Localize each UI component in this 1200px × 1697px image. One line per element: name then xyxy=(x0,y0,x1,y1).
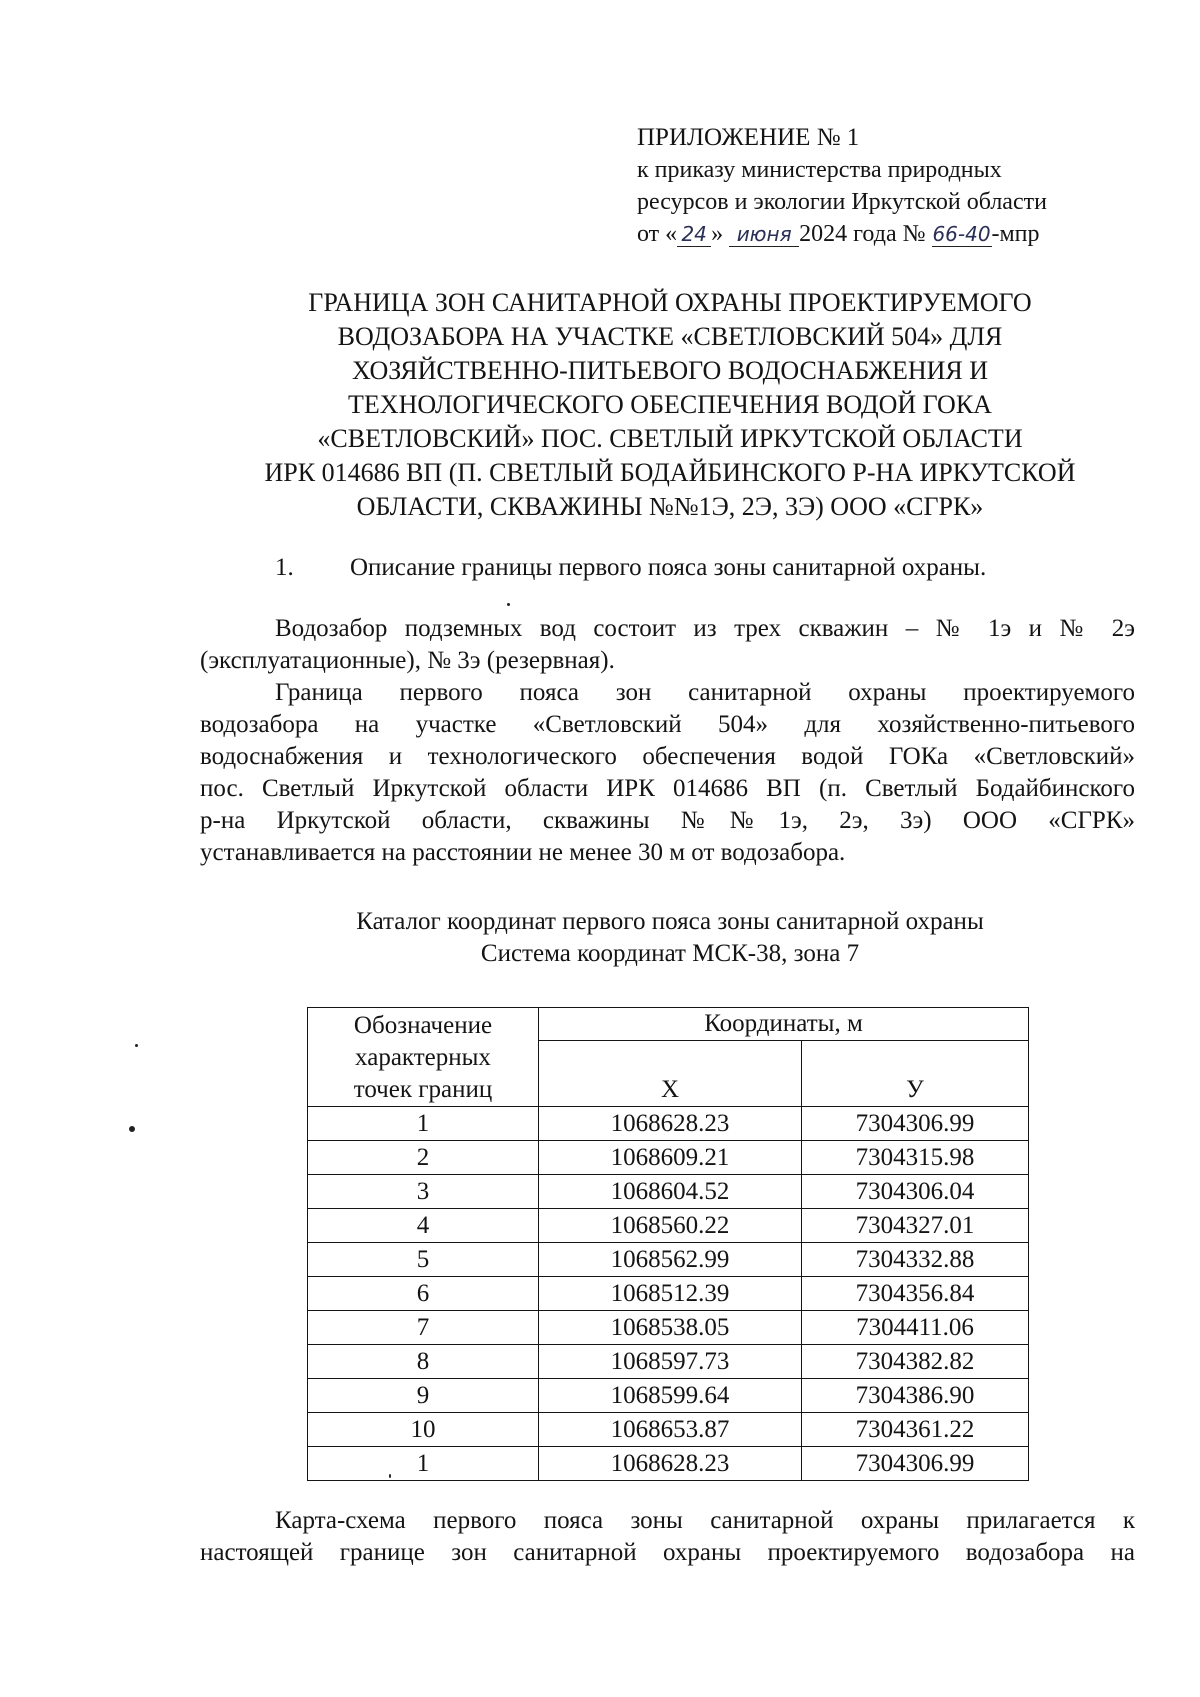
date-prefix: от « xyxy=(637,221,678,247)
table-row xyxy=(308,1277,1029,1311)
coord-x: 1068628.23 xyxy=(539,1107,802,1141)
appendix-ministry-line: ресурсов и экологии Иркутской области xyxy=(637,189,1047,215)
header-coordinates: Координаты, м xyxy=(539,1008,1029,1041)
appendix-date-line xyxy=(637,218,1157,250)
paragraph-line: настоящей границе зон санитарной охраны проектируемого водозабора на xyxy=(200,1539,1135,1566)
section-number: 1. xyxy=(275,554,294,581)
table-row xyxy=(308,1447,1029,1481)
coord-x: 1068628.23 xyxy=(539,1447,802,1481)
coord-y: 7304306.99 xyxy=(802,1447,1029,1481)
table-row xyxy=(308,1243,1029,1277)
coord-x: 1068599.64 xyxy=(539,1379,802,1413)
point-number: 10 xyxy=(308,1413,539,1447)
date-mid: » xyxy=(711,221,724,247)
coord-x: 1068538.05 xyxy=(539,1311,802,1345)
section-title: Описание границы первого пояса зоны санитарной охраны. xyxy=(350,554,987,581)
title-line: ВОДОЗАБОРА НА УЧАСТКЕ «СВЕТЛОВСКИЙ 504» ДЛЯ xyxy=(337,322,1003,351)
point-number: 1 xyxy=(308,1447,539,1481)
table-row xyxy=(308,1345,1029,1379)
handwritten-month: июня xyxy=(729,222,799,247)
coordinates-table xyxy=(307,1007,1029,1481)
point-number: 3 xyxy=(308,1175,539,1209)
header-designation-line: точек границ xyxy=(353,1076,493,1103)
paragraph-line: р-на Иркутской области, скважины №№1э, 2э, 3э) ООО «СГРК» xyxy=(200,807,1135,834)
point-number: 9 xyxy=(308,1379,539,1413)
header-y: У xyxy=(802,1040,1029,1106)
table-row xyxy=(308,1107,1029,1141)
table-row xyxy=(308,1209,1029,1243)
coord-x: 1068562.99 xyxy=(539,1243,802,1277)
document-title xyxy=(210,286,1130,524)
header-x: Х xyxy=(539,1040,802,1106)
table-caption xyxy=(220,906,1120,970)
header-designation xyxy=(308,1008,539,1107)
header-designation-line: характерных xyxy=(355,1044,491,1071)
point-number: 8 xyxy=(308,1345,539,1379)
point-number: 4 xyxy=(308,1209,539,1243)
paragraph-line: Карта-схема первого пояса зоны санитарной охраны прилагается к xyxy=(275,1507,1135,1534)
table-row xyxy=(308,1175,1029,1209)
coord-x: 1068560.22 xyxy=(539,1209,802,1243)
paragraph-line: Водозабор подземных вод состоит из трех скважин – № 1э и № 2э xyxy=(275,615,1135,642)
paragraph-wells xyxy=(200,613,1135,677)
order-number-suffix: -мпр xyxy=(991,221,1040,247)
coord-x: 1068609.21 xyxy=(539,1141,802,1175)
point-number: 7 xyxy=(308,1311,539,1345)
handwritten-order-number: 66-40 xyxy=(932,222,991,246)
table-row xyxy=(308,1311,1029,1345)
coord-y: 7304382.82 xyxy=(802,1345,1029,1379)
appendix-order-line: к приказу министерства природных xyxy=(637,157,1002,183)
coord-x: 1068597.73 xyxy=(539,1345,802,1379)
appendix-block xyxy=(637,122,1157,250)
title-line: ТЕХНОЛОГИЧЕСКОГО ОБЕСПЕЧЕНИЯ ВОДОЙ ГОКА xyxy=(348,390,992,419)
point-number: 5 xyxy=(308,1243,539,1277)
caption-line: Каталог координат первого пояса зоны санитарной охраны xyxy=(356,908,984,935)
title-line: ГРАНИЦА ЗОН САНИТАРНОЙ ОХРАНЫ ПРОЕКТИРУЕМОГО xyxy=(308,288,1032,317)
title-line: ХОЗЯЙСТВЕННО-ПИТЬЕВОГО ВОДОСНАБЖЕНИЯ И xyxy=(351,356,989,385)
header-designation-line: Обозначение xyxy=(353,1012,493,1039)
scan-dot-mark xyxy=(389,1474,391,1478)
title-line: ОБЛАСТИ, СКВАЖИНЫ №№1Э, 2Э, 3Э) ООО «СГРК» xyxy=(356,492,984,521)
point-number: 6 xyxy=(308,1277,539,1311)
paragraph-line: пос. Светлый Иркутской области ИРК 014686 ВП (п. Светлый Бодайбинского xyxy=(200,775,1135,802)
table-row xyxy=(308,1379,1029,1413)
coord-y: 7304332.88 xyxy=(802,1243,1029,1277)
table-row xyxy=(308,1413,1029,1447)
paragraph-line: устанавливается на расстоянии не менее 30 м от водозабора. xyxy=(200,839,846,866)
coord-y: 7304315.98 xyxy=(802,1141,1029,1175)
coord-x: 1068512.39 xyxy=(539,1277,802,1311)
point-number: 2 xyxy=(308,1141,539,1175)
paragraph-line: Граница первого пояса зон санитарной охраны проектируемого xyxy=(275,679,1135,706)
paragraph-boundary xyxy=(200,677,1135,869)
paragraph-map-scheme xyxy=(200,1505,1135,1569)
title-line: ИРК 014686 ВП (П. СВЕТЛЫЙ БОДАЙБИНСКОГО Р-НА ИРКУТСКОЙ xyxy=(264,458,1076,487)
coord-y: 7304327.01 xyxy=(802,1209,1029,1243)
table-row xyxy=(308,1141,1029,1175)
coord-y: 7304306.99 xyxy=(802,1107,1029,1141)
title-line: «СВЕТЛОВСКИЙ» ПОС. СВЕТЛЫЙ ИРКУТСКОЙ ОБЛАСТИ xyxy=(317,424,1023,453)
handwritten-day: 24 xyxy=(677,222,711,247)
year-text: 2024 года № xyxy=(799,221,926,247)
section-heading xyxy=(275,552,986,584)
paragraph-line: водозабора на участке «Светловский 504» для хозяйственно-питьевого xyxy=(200,711,1135,738)
paragraph-line: водоснабжения и технологического обеспечения водой ГОКа «Светловский» xyxy=(200,743,1135,770)
coord-y: 7304361.22 xyxy=(802,1413,1029,1447)
appendix-heading: ПРИЛОЖЕНИЕ № 1 xyxy=(637,124,860,151)
coord-y: 7304306.04 xyxy=(802,1175,1029,1209)
coord-y: 7304356.84 xyxy=(802,1277,1029,1311)
paragraph-line: (эксплуатационные), № 3э (резервная). xyxy=(200,647,615,674)
point-number: 1 xyxy=(308,1107,539,1141)
coord-x: 1068653.87 xyxy=(539,1413,802,1447)
scan-dot-mark xyxy=(135,1044,138,1047)
coord-y: 7304386.90 xyxy=(802,1379,1029,1413)
coord-x: 1068604.52 xyxy=(539,1175,802,1209)
scan-dot-mark xyxy=(129,1126,135,1132)
caption-line: Система координат МСК-38, зона 7 xyxy=(480,940,860,967)
scan-dot-mark xyxy=(507,603,510,606)
coord-y: 7304411.06 xyxy=(802,1311,1029,1345)
